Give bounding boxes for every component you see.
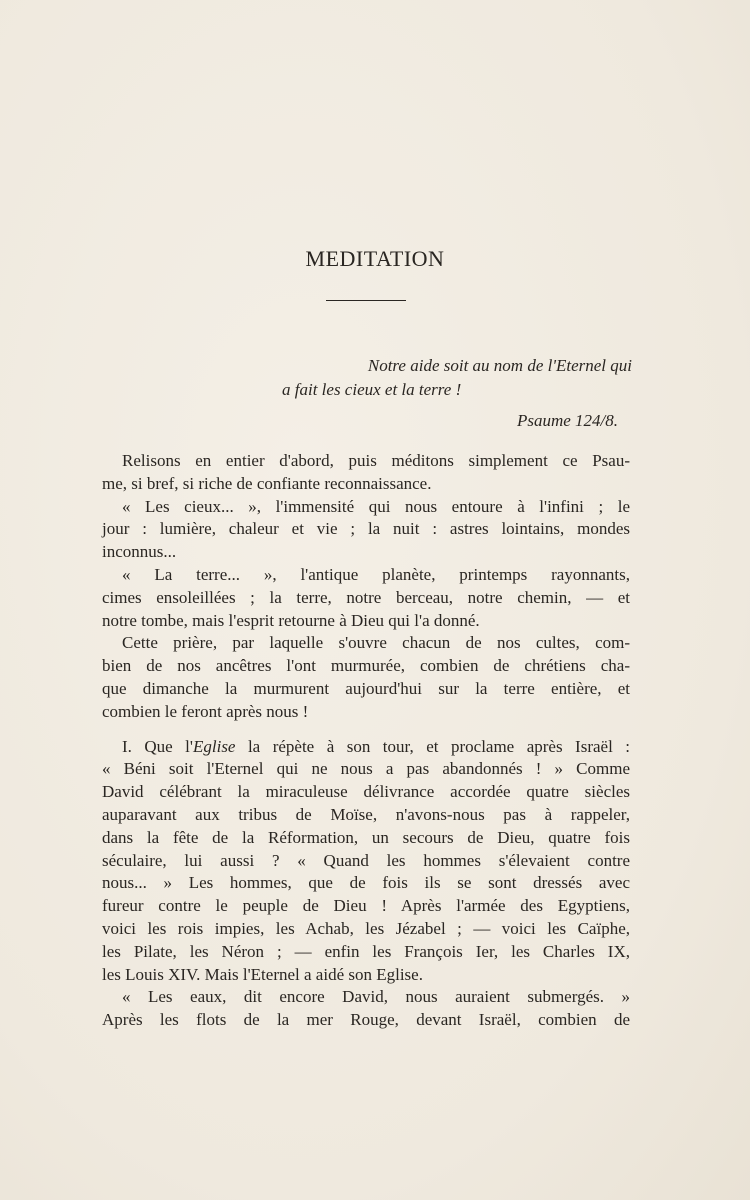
text-line: inconnus... [102,542,177,562]
text-line: voici les rois impies, les Achab, les Jézabel ; — voici les Caïphe, [102,918,630,938]
text-run: I. Que l' [122,736,193,756]
text-line: « La terre... », l'antique planète, printemps rayonnants, [122,564,630,584]
text-line: me, si bref, si riche de confiante reconnaissance. [102,473,432,493]
text-line: Après les flots de la mer Rouge, devant Israël, combien de [102,1010,630,1030]
body-text [102,450,630,1032]
text-line: combien le feront après nous ! [102,701,309,721]
epigraph-line: a fait les cieux et la terre ! [282,380,462,399]
text-line: Cette prière, par laquelle s'ouvre chacun de nos cultes, com- [122,633,630,653]
text-line: cimes ensoleillées ; la terre, notre berceau, notre chemin, — et [102,587,630,607]
italic-word: Eglise [192,736,236,756]
page-title: MEDITATION [305,246,445,271]
epigraph [280,354,632,433]
text-line: les Pilate, les Néron ; — enfin les François Ier, les Charles IX, [102,941,630,961]
text-line: « Les cieux... », l'immensité qui nous entoure à l'infini ; le [122,496,630,516]
text-line: David célébrant la miraculeuse délivrance accordée quatre siècles [102,782,630,802]
text-line: Relisons en entier d'abord, puis méditons simplement ce Psau- [122,451,630,470]
text-line: bien de nos ancêtres l'ont murmurée, combien de chrétiens cha- [102,656,630,676]
text-line: que dimanche la murmurent aujourd'hui sur la terre entière, et [102,678,630,698]
text-line: « Béni soit l'Eternel qui ne nous a pas abandonnés ! » Comme [102,759,630,779]
paragraph-gap [102,724,630,736]
text-line: les Louis XIV. Mais l'Eternel a aidé son Eglise. [102,964,423,984]
text-run: la répète à son tour, et proclame après Israël : [235,736,630,756]
text-line: fureur contre le peuple de Dieu ! Après l'armée des Egyptiens, [102,896,630,916]
text-line: nous... » Les hommes, que de fois ils se sont dressés avec [102,873,630,893]
text-line: dans la fête de la Réformation, un secours de Dieu, quatre fois [102,827,630,847]
epigraph-line: Notre aide soit au nom de l'Eternel qui [367,356,632,375]
text-line: notre tombe, mais l'esprit retourne à Dieu qui l'a donné. [102,610,480,630]
text-line [102,736,630,759]
text-line: séculaire, lui aussi ? « Quand les hommes s'élevaient contre [102,850,630,870]
title-rule [326,300,406,301]
text-line: auparavant aux tribus de Moïse, n'avons-nous pas à rappeler, [102,804,630,824]
epigraph-reference: Psaume 124/8. [516,411,618,430]
text-line: « Les eaux, dit encore David, nous auraient submergés. » [122,987,630,1007]
text-line: jour : lumière, chaleur et vie ; la nuit : astres lointains, mondes [102,519,630,539]
